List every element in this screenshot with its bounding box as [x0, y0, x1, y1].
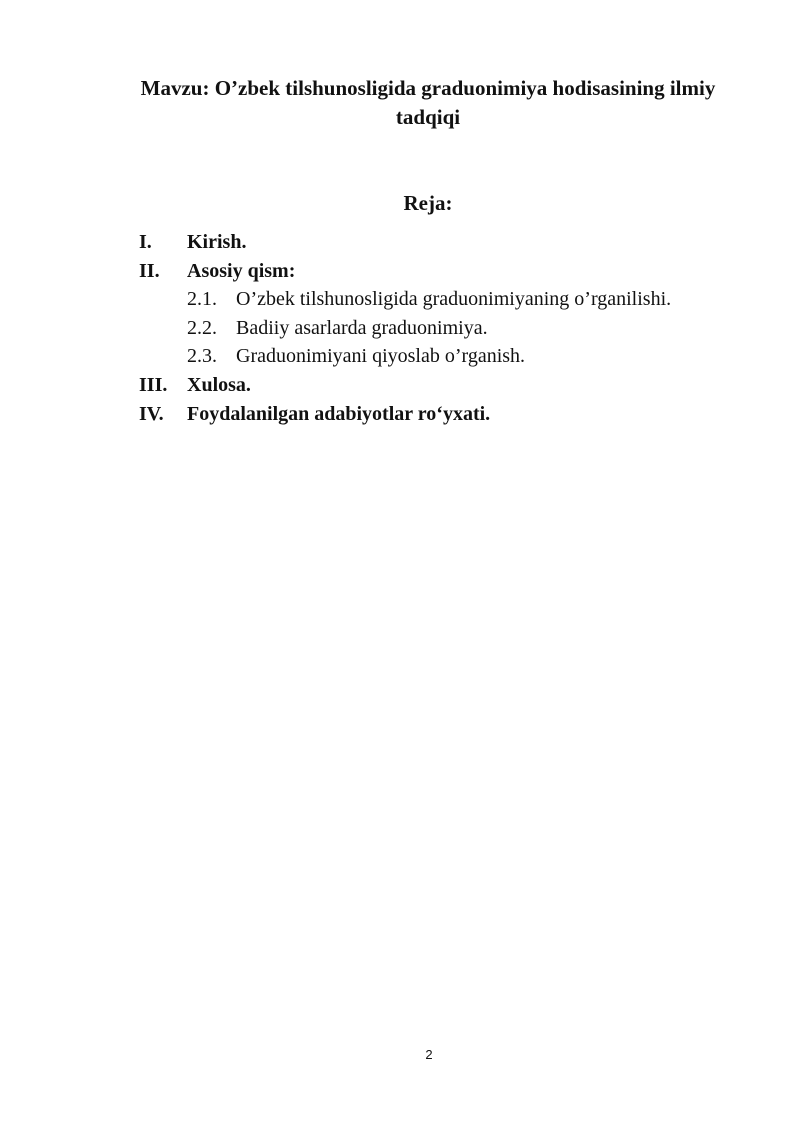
- outline-item-main-part: [139, 257, 739, 286]
- outline-number: 2.1.: [187, 288, 217, 311]
- outline-item-conclusion: [139, 371, 739, 400]
- outline-item-references: [139, 400, 739, 429]
- outline-number: 2.2.: [187, 316, 217, 339]
- document-title: Mavzu: O’zbek tilshunosligida graduonimiya hodisasining ilmiy tadqiqi: [140, 76, 716, 129]
- plan-heading: Reja:: [403, 191, 453, 215]
- page-number: 2: [425, 1047, 433, 1062]
- outline-number: 2.3.: [187, 345, 217, 368]
- outline-text: O’zbek tilshunosligida graduonimiyaning o’rganilishi.: [236, 288, 672, 311]
- plan-outline: [139, 228, 739, 428]
- outline-number: I.: [139, 231, 152, 253]
- outline-text: Badiiy asarlarda graduonimiya.: [236, 316, 488, 339]
- outline-subitem-2-1: [139, 285, 739, 314]
- outline-number: II.: [139, 259, 160, 282]
- outline-text: Xulosa.: [187, 373, 251, 396]
- outline-subitem-2-3: [139, 342, 739, 371]
- outline-number: III.: [139, 373, 168, 396]
- outline-item-introduction: [139, 228, 739, 257]
- outline-number: IV.: [139, 402, 164, 425]
- outline-subitem-2-2: [139, 314, 739, 343]
- outline-text: Asosiy qism:: [187, 259, 296, 282]
- outline-text: Graduonimiyani qiyoslab o’rganish.: [236, 345, 526, 368]
- outline-text: Kirish.: [187, 231, 247, 253]
- outline-text: Foydalanilgan adabiyotlar ro‘yxati.: [187, 402, 491, 425]
